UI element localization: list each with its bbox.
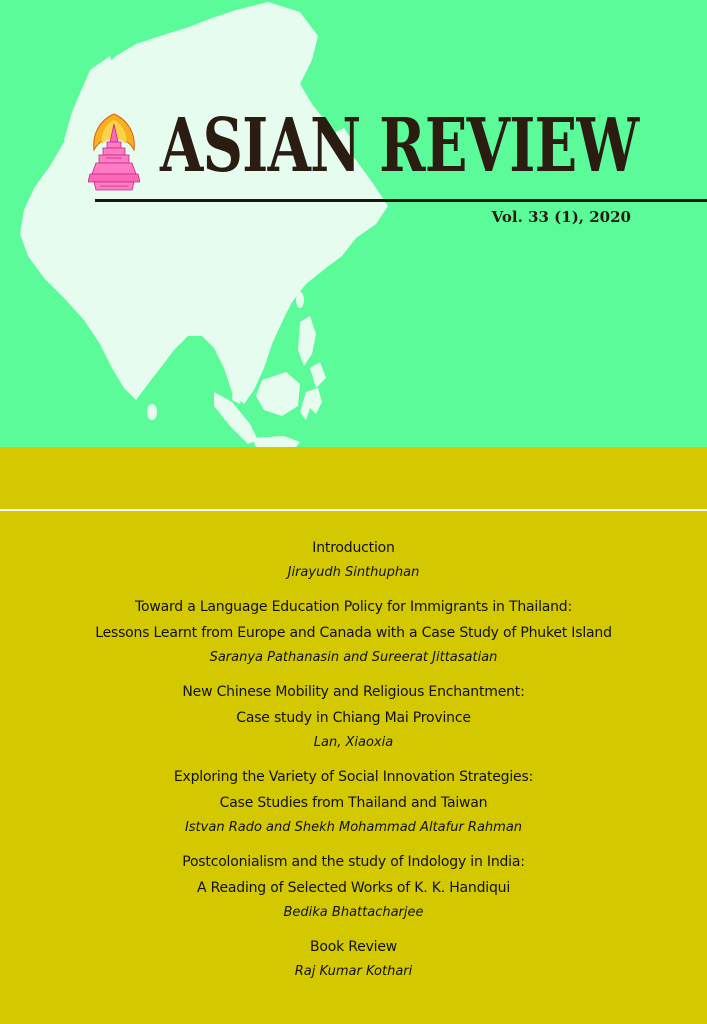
contents-entry <box>0 934 707 984</box>
article-title: Toward a Language Education Policy for Immigrants in Thailand: <box>134 599 573 615</box>
article-title: Exploring the Variety of Social Innovation Strategies: <box>173 769 534 785</box>
article-title: A Reading of Selected Works of K. K. Handiqui <box>196 880 511 896</box>
article-title: Case study in Chiang Mai Province <box>236 710 471 726</box>
article-title: Postcolonialism and the study of Indology in India: <box>182 854 525 870</box>
journal-title: ASIAN REVIEW <box>160 103 639 189</box>
article-authors: Istvan Rado and Shekh Mohammad Altafur Rahman <box>184 820 523 835</box>
article-authors: Bedika Bhattacharjee <box>283 905 424 920</box>
table-of-contents <box>0 535 707 984</box>
cover-upper-panel <box>0 0 707 447</box>
article-authors: Raj Kumar Kothari <box>294 964 413 979</box>
article-title: Case Studies from Thailand and Taiwan <box>219 795 488 811</box>
article-title: New Chinese Mobility and Religious Enchantment: <box>182 684 525 700</box>
contents-entry <box>0 849 707 925</box>
title-underline <box>95 199 707 202</box>
article-authors: Jirayudh Sinthuphan <box>287 565 420 580</box>
article-title: Introduction <box>312 540 395 556</box>
article-title: Lessons Learnt from Europe and Canada with a Case Study of Phuket Island <box>95 625 612 641</box>
article-authors: Lan, Xiaoxia <box>313 735 394 750</box>
contents-entry <box>0 535 707 585</box>
article-title: Book Review <box>309 939 398 955</box>
contents-entry <box>0 679 707 755</box>
contents-entry <box>0 594 707 670</box>
volume-issue: Vol. 33 (1), 2020 <box>491 208 631 226</box>
article-authors: Saranya Pathanasin and Sureerat Jittasatian <box>209 650 498 665</box>
contents-entry <box>0 764 707 840</box>
chulalongkorn-crest-icon <box>88 112 140 196</box>
section-divider <box>0 509 707 511</box>
